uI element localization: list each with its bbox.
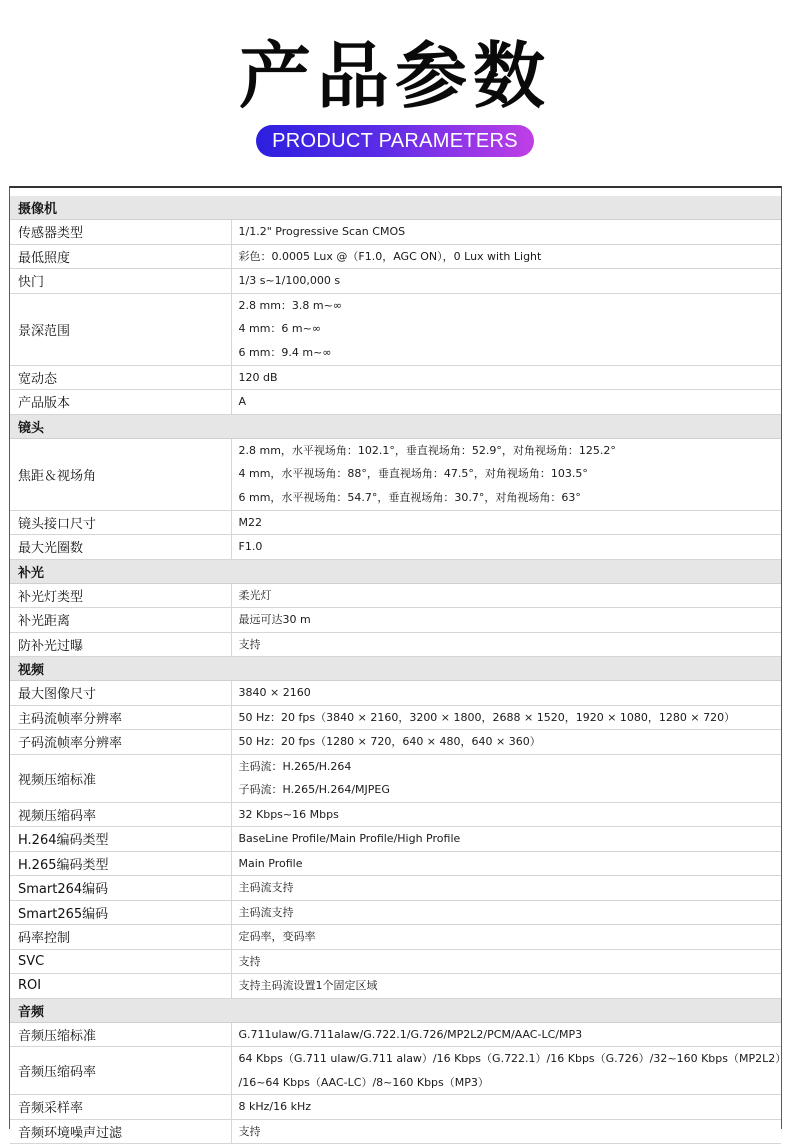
spec-label: 传感器类型: [10, 220, 231, 245]
spec-row: [10, 974, 781, 999]
spec-row: [10, 535, 781, 560]
spec-value-line: 4 mm：6 m~∞: [238, 322, 322, 336]
spec-table: [10, 196, 787, 1144]
spec-row: [10, 1095, 781, 1120]
spec-row: [10, 802, 781, 827]
spec-row: [10, 608, 781, 633]
spec-row: [10, 876, 781, 901]
spec-row: [10, 632, 781, 657]
spec-value-line: 子码流：H.265/H.264/MJPEG: [238, 783, 390, 796]
spec-label: 补光距离: [10, 608, 231, 633]
spec-label: 音频压缩码率: [10, 1047, 231, 1095]
spec-value: [231, 802, 781, 827]
spec-row: [10, 925, 781, 950]
section-title: 视频: [10, 657, 781, 681]
spec-value: [231, 632, 781, 657]
spec-value-line: 支持: [238, 1124, 261, 1138]
spec-value: [231, 730, 781, 755]
spec-label: Smart264编码: [10, 876, 231, 901]
spec-value-line: G.711ulaw/G.711alaw/G.722.1/G.726/MP2L2/PCM/AAC-LC/MP3: [238, 1027, 583, 1041]
spec-value-line: 120 dB: [238, 370, 278, 384]
spec-label: 最大光圈数: [10, 535, 231, 560]
section-title: 镜头: [10, 414, 781, 438]
spec-value: [231, 1095, 781, 1120]
spec-table-frame: [9, 186, 787, 1141]
spec-row: [10, 851, 781, 876]
spec-row: [10, 681, 781, 706]
spec-value: [231, 681, 781, 706]
spec-value-line: 主码流：H.265/H.264: [238, 759, 352, 773]
spec-value-line: 3840 × 2160: [238, 686, 311, 699]
spec-value-line: 支持主码流设置1个固定区域: [238, 979, 378, 992]
spec-value-line: 6 mm：9.4 m~∞: [238, 345, 332, 359]
spec-value-line: 柔光灯: [238, 588, 272, 602]
spec-value-line: 主码流支持: [238, 881, 294, 894]
spec-label: 子码流帧率分辨率: [10, 730, 231, 755]
spec-value: [231, 900, 781, 925]
spec-value: [231, 851, 781, 876]
spec-value-line: 4 mm，水平视场角：88°，垂直视场角：47.5°，对角视场角：103.5°: [238, 467, 588, 481]
spec-value-line: F1.0: [238, 540, 263, 553]
spec-label: 音频压缩标准: [10, 1022, 231, 1047]
spec-value-line: 32 Kbps~16 Mbps: [238, 807, 339, 821]
spec-value: [231, 1119, 781, 1144]
spec-label: 最低照度: [10, 244, 231, 269]
page-title: 产品参数: [238, 34, 551, 118]
spec-value-line: 1/1.2" Progressive Scan CMOS: [238, 225, 406, 238]
spec-label: 码率控制: [10, 925, 231, 950]
spec-value-line: 主码流支持: [238, 905, 294, 919]
spec-value: [231, 974, 781, 999]
spec-row: [10, 244, 781, 269]
spec-value-line: 2.8 mm，水平视场角：102.1°，垂直视场角：52.9°，对角视场角：125.2°: [238, 443, 616, 457]
spec-value: [231, 269, 781, 294]
spec-label: 音频采样率: [10, 1095, 231, 1120]
spec-row: [10, 1119, 781, 1144]
subtitle-pill: PRODUCT PARAMETERS: [256, 125, 534, 157]
spec-label: H.265编码类型: [10, 851, 231, 876]
spec-value: [231, 705, 781, 730]
spec-row: [10, 510, 781, 535]
spec-row: [10, 949, 781, 974]
spec-value: [231, 365, 781, 390]
spec-row: [10, 730, 781, 755]
spec-value-line: 8 kHz/16 kHz: [238, 1100, 312, 1113]
spec-value: [231, 244, 781, 269]
spec-value-line: 支持: [238, 954, 261, 968]
spec-label: 景深范围: [10, 293, 231, 365]
spec-row: [10, 220, 781, 245]
section-header: [10, 559, 781, 583]
spec-label: 产品版本: [10, 390, 231, 415]
spec-value: [231, 1022, 781, 1047]
spec-row: [10, 1047, 781, 1095]
spec-value: [231, 925, 781, 950]
spec-value-line: 1/3 s~1/100,000 s: [238, 274, 341, 287]
spec-value-line: 6 mm，水平视场角：54.7°，垂直视场角：30.7°，对角视场角：63°: [238, 490, 581, 504]
spec-label: 补光灯类型: [10, 583, 231, 608]
spec-label: 视频压缩标准: [10, 754, 231, 802]
spec-value: [231, 608, 781, 633]
section-title: 音频: [10, 998, 781, 1022]
spec-value: [231, 876, 781, 901]
spec-value: [231, 583, 781, 608]
spec-value-line: 定码率，变码率: [238, 930, 316, 943]
spec-label: ROI: [10, 974, 231, 999]
spec-row: [10, 827, 781, 852]
section-header: [10, 196, 781, 220]
spec-row: [10, 365, 781, 390]
spec-value: [231, 535, 781, 560]
spec-value: [231, 754, 781, 802]
spec-value: [231, 438, 781, 510]
spec-value-line: Main Profile: [238, 856, 303, 870]
page-header: [0, 0, 790, 184]
spec-value: [231, 510, 781, 535]
spec-value-line: 最远可达30 m: [238, 613, 311, 626]
section-header: [10, 657, 781, 681]
spec-value: [231, 827, 781, 852]
spec-row: [10, 754, 781, 802]
spec-value-line: A: [238, 395, 247, 408]
spec-value: [231, 220, 781, 245]
spec-row: [10, 583, 781, 608]
spec-value: [231, 390, 781, 415]
spec-value-line: M22: [238, 515, 262, 529]
spec-label: 最大图像尺寸: [10, 681, 231, 706]
spec-value-line: 64 Kbps（G.711 ulaw/G.711 alaw）/16 Kbps（G.722.1）/16 Kbps（G.726）/32~160 Kbps（MP2L2）: [238, 1052, 787, 1065]
spec-row: [10, 705, 781, 730]
section-header: [10, 414, 781, 438]
spec-value-line: 2.8 mm：3.8 m~∞: [238, 298, 343, 312]
spec-value-line: /16~64 Kbps（AAC-LC）/8~160 Kbps（MP3）: [238, 1075, 489, 1089]
spec-label: 主码流帧率分辨率: [10, 705, 231, 730]
spec-row: [10, 1022, 781, 1047]
spec-value-line: 50 Hz：20 fps（1280 × 720，640 × 480，640 × 360）: [238, 735, 541, 748]
spec-label: 焦距＆视场角: [10, 438, 231, 510]
section-title: 补光: [10, 559, 781, 583]
spec-row: [10, 438, 781, 510]
spec-value: [231, 1047, 787, 1095]
spec-row: [10, 269, 781, 294]
spec-label: 音频环境噪声过滤: [10, 1119, 231, 1144]
spec-label: 视频压缩码率: [10, 802, 231, 827]
spec-value: [231, 293, 781, 365]
spec-label: Smart265编码: [10, 900, 231, 925]
section-header: [10, 998, 781, 1022]
spec-value-line: 支持: [238, 637, 261, 651]
spec-value-line: 50 Hz：20 fps（3840 × 2160，3200 × 1800，2688 × 1520，1920 × 1080，1280 × 720）: [238, 710, 736, 724]
spec-value: [231, 949, 781, 974]
spec-label: SVC: [10, 949, 231, 974]
spec-row: [10, 900, 781, 925]
spec-label: 镜头接口尺寸: [10, 510, 231, 535]
spec-row: [10, 390, 781, 415]
spec-label: 宽动态: [10, 365, 231, 390]
section-title: 摄像机: [10, 196, 781, 220]
spec-value-line: 彩色：0.0005 Lux @（F1.0，AGC ON），0 Lux with Light: [238, 249, 542, 263]
spec-value-line: BaseLine Profile/Main Profile/High Profile: [238, 832, 461, 845]
spec-label: 防补光过曝: [10, 632, 231, 657]
spec-label: 快门: [10, 269, 231, 294]
spec-label: H.264编码类型: [10, 827, 231, 852]
spec-row: [10, 293, 781, 365]
